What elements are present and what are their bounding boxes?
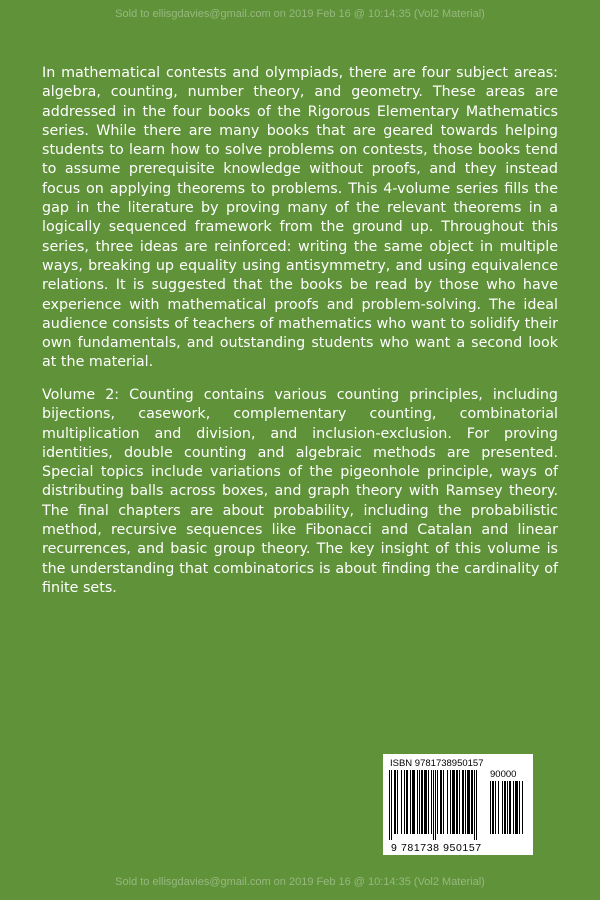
isbn-label: ISBN 9781738950157	[390, 758, 484, 769]
barcode-bars	[389, 770, 485, 840]
watermark-bottom: Sold to ellisgdavies@gmail.com on 2019 Feb 16 @ 10:14:35 (Vol2 Material)	[115, 876, 485, 888]
barcode-digits: 9 781738 950157	[391, 842, 482, 854]
price-code-bars	[490, 781, 528, 840]
watermark-top: Sold to ellisgdavies@gmail.com on 2019 Feb 16 @ 10:14:35 (Vol2 Material)	[115, 8, 485, 20]
price-code: 90000	[490, 769, 517, 780]
description-paragraph-2: Volume 2: Counting contains various counting principles, including bijections, casework, complementary counting, combinatorial multiplication and division, and inclusion-exclusion. For proving identities, double counting and algebraic methods are presented. Special topics include variations of the pigeonhole principle, ways of distributing balls across boxes, and graph theory with Ramsey theory. The final chapters are about probability, including the probabilistic method, recursive sequences like Fibonacci and Catalan and linear recurrences, and basic group theory. The key insight of this volume is the understanding that combinatorics is about finding the cardinality of finite sets.	[42, 387, 558, 596]
description-paragraph-1: In mathematical contests and olympiads, there are four subject areas: algebra, counting, number theory, and geometry. These areas are addressed in the four books of the Rigorous Elementary Mathematics series. While there are many books that are geared towards helping students to learn how to solve problems on contests, those books tend to assume prerequisite knowledge without proofs, and they instead focus on applying theorems to problems. This 4-volume series fills the gap in the literature by proving many of the relevant theorems in a logically sequenced framework from the ground up. Throughout this series, three ideas are reinforced: writing the same object in multiple ways, breaking up equality using antisymmetry, and using equivalence relations. It is suggested that the books be read by those who have experience with mathematical proofs and problem-solving. The ideal audience consists of teachers of mathematics who want to solidify their own fundamentals, and outstanding students who want a second look at the material.	[42, 65, 558, 371]
isbn-barcode	[383, 754, 533, 855]
